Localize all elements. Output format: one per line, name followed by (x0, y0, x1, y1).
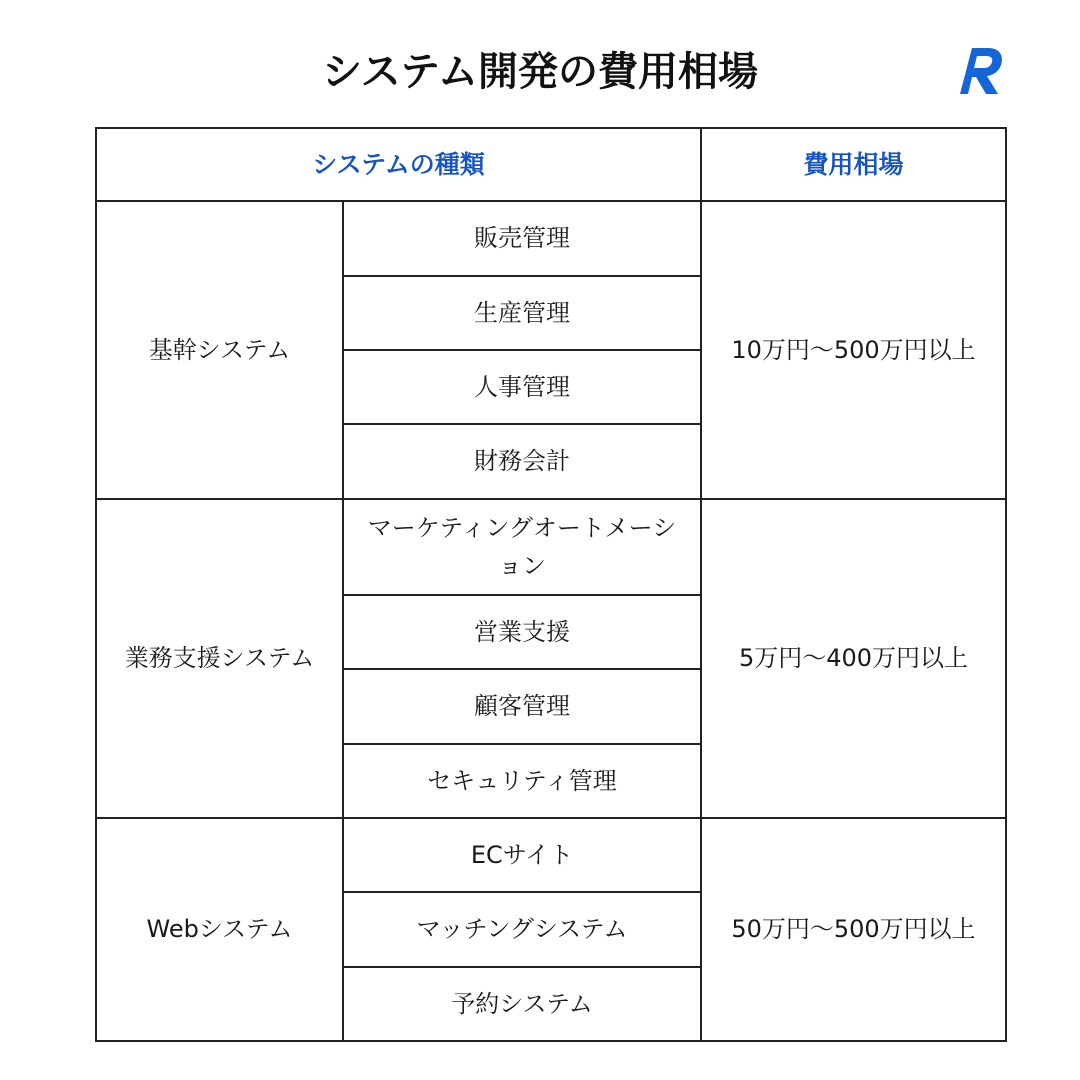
item-cell: 財務会計 (343, 424, 701, 498)
category-cell: 業務支援システム (96, 499, 343, 818)
cost-table (95, 127, 1007, 1042)
category-cell: Webシステム (96, 818, 343, 1041)
brand-r-logo-icon (958, 44, 1004, 96)
table-row (96, 201, 1006, 275)
item-cell: 生産管理 (343, 276, 701, 350)
item-cell: 予約システム (343, 967, 701, 1041)
header-cost: 費用相場 (701, 128, 1006, 201)
item-cell: マッチングシステム (343, 892, 701, 966)
item-cell (343, 499, 701, 595)
item-cell: セキュリティ管理 (343, 744, 701, 818)
table-row (96, 499, 1006, 595)
cost-cell: 10万円〜500万円以上 (701, 201, 1006, 498)
page-title: システム開発の費用相場 (322, 49, 758, 95)
category-cell: 基幹システム (96, 201, 343, 498)
cost-cell: 50万円〜500万円以上 (701, 818, 1006, 1041)
item-cell: 営業支援 (343, 595, 701, 669)
item-cell: ECサイト (343, 818, 701, 892)
table-row (96, 818, 1006, 892)
item-cell: 販売管理 (343, 201, 701, 275)
table-header-row (96, 128, 1006, 201)
item-cell: 人事管理 (343, 350, 701, 424)
cost-cell: 5万円〜400万円以上 (701, 499, 1006, 818)
item-cell: 顧客管理 (343, 669, 701, 743)
header-system-type: システムの種類 (96, 128, 701, 201)
item-label: マーケティングオートメーション (367, 513, 677, 580)
